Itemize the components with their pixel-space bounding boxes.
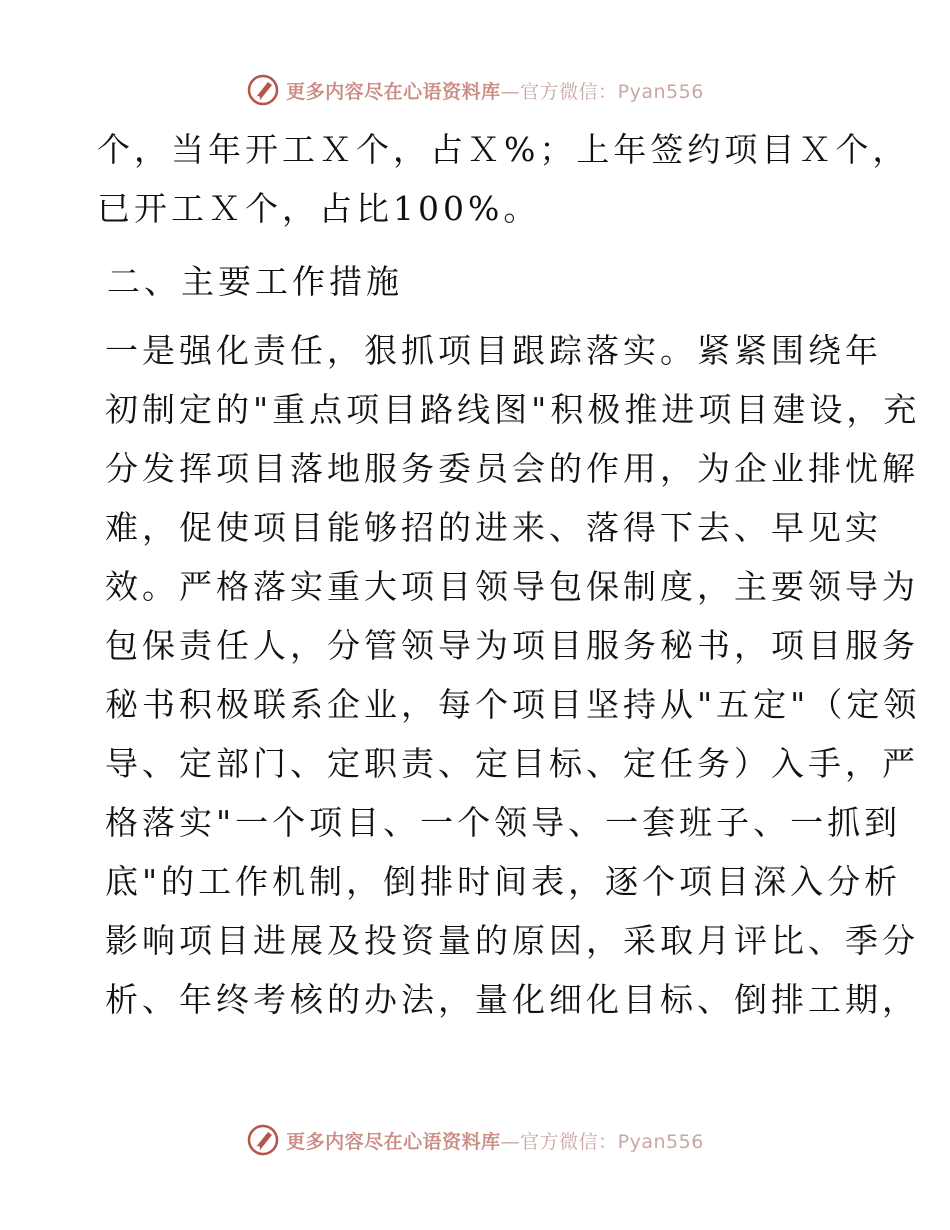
watermark-official: 官方微信：Pyan556 — [520, 80, 704, 103]
text-line: 析、年终考核的办法，量化细化目标、倒排工期， — [105, 980, 919, 1019]
pen-nib-logo-icon — [246, 73, 280, 107]
text-line: 难，促使项目能够招的进来、落得下去、早见实 — [105, 508, 882, 547]
text-line: 初制定的"重点项目路线图"积极推进项目建设，充 — [105, 390, 921, 429]
text-line: 包保责任人，分管领导为项目服务秘书，项目服务 — [105, 626, 919, 665]
pen-nib-logo-icon — [246, 1123, 280, 1157]
section-heading: 二、主要工作措施 — [107, 262, 403, 301]
text-line: 导、定部门、定职责、定目标、定任务）入手，严 — [105, 744, 919, 783]
watermark-text — [286, 1127, 704, 1154]
paragraph-2 — [105, 321, 921, 1029]
watermark-official: 官方微信：Pyan556 — [520, 1130, 704, 1153]
watermark-separator: — — [500, 1130, 521, 1153]
watermark-brand: 更多内容尽在心语资料库 — [286, 80, 501, 103]
watermark-separator: — — [500, 80, 521, 103]
text-line: 已开工Ｘ个，占比100%。 — [97, 189, 541, 228]
text-line: 分发挥项目落地服务委员会的作用，为企业排忧解 — [105, 449, 919, 488]
text-line: 底"的工作机制，倒排时间表，逐个项目深入分析 — [105, 862, 902, 901]
text-line: 影响项目进展及投资量的原因，采取月评比、季分 — [105, 921, 919, 960]
text-line: 个，当年开工Ｘ个，占Ｘ%；上年签约项目Ｘ个， — [97, 130, 910, 169]
header-watermark — [0, 70, 950, 110]
text-line: 秘书积极联系企业，每个项目坚持从"五定"（定领 — [105, 685, 921, 724]
footer-watermark — [0, 1120, 950, 1160]
paragraph-1 — [97, 120, 910, 238]
text-line: 效。严格落实重大项目领导包保制度，主要领导为 — [105, 567, 919, 606]
watermark-brand: 更多内容尽在心语资料库 — [286, 1130, 501, 1153]
text-line: 一是强化责任，狠抓项目跟踪落实。紧紧围绕年 — [105, 331, 882, 370]
document-body — [97, 120, 921, 1029]
text-line: 格落实"一个项目、一个领导、一套班子、一抓到 — [105, 803, 902, 842]
watermark-text — [286, 77, 704, 104]
